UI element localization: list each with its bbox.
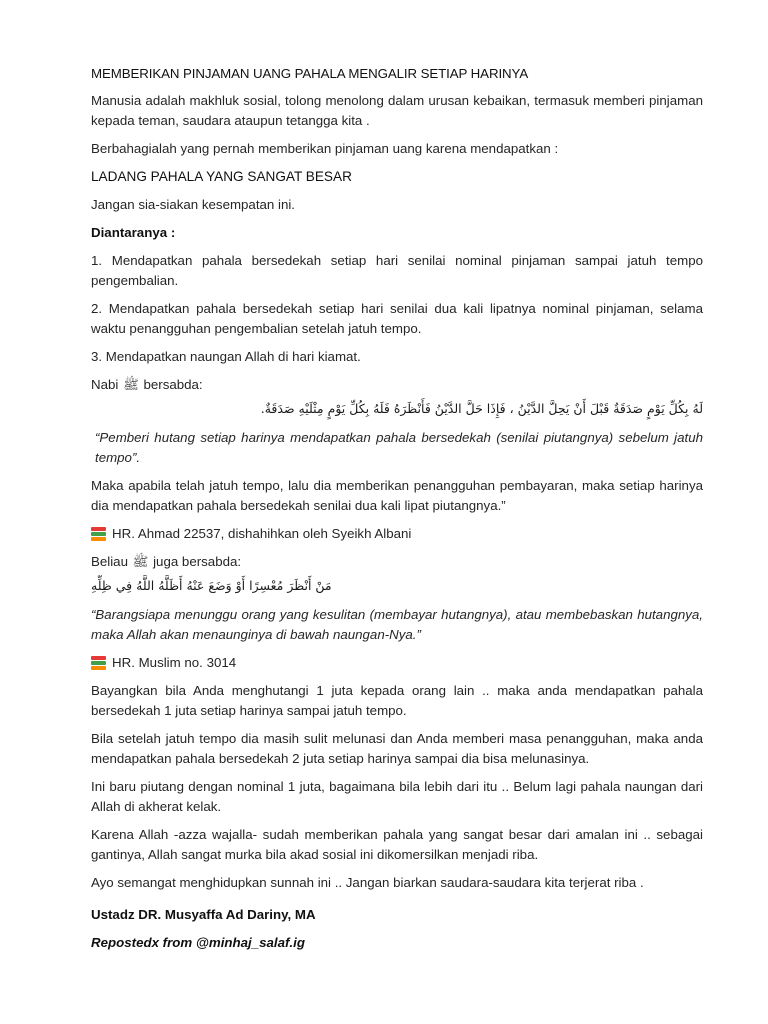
saw-symbol-2: ﷺ bbox=[132, 555, 149, 570]
hadith-2-arabic-text: مَنْ أَنْظَرَ مُعْسِرًا أَوْ وَضَعَ عَنْهُ أَظَلَّهُ اللَّهُ فِي ظِلِّهِ bbox=[91, 578, 332, 593]
point-2: 2. Mendapatkan pahala bersedekah setiap hari senilai dua kali lipatnya nominal pinjaman, selama waktu penangguhan pengembalian setelah jatuh tempo. bbox=[91, 301, 703, 336]
nabi-prefix: Nabi bbox=[91, 377, 119, 392]
hadith-2-translation: “Barangsiapa menunggu orang yang kesulitan (membayar hutangnya), atau membebaskan hutangnya, maka Allah akan menaunginya di bawah naungan-Nya.” bbox=[91, 607, 703, 642]
document-page bbox=[91, 64, 703, 961]
books-icon bbox=[91, 656, 106, 671]
nabi-line bbox=[91, 375, 703, 396]
paragraph-ayo: Ayo semangat menghidupkan sunnah ini .. Jangan biarkan saudara-saudara kita terjerat riba . bbox=[91, 875, 644, 890]
saw-symbol: ﷺ bbox=[123, 378, 139, 393]
ladang-heading: LADANG PAHALA YANG SANGAT BESAR bbox=[91, 169, 352, 184]
beliau-suffix: juga bersabda: bbox=[153, 554, 242, 569]
point-3: 3. Mendapatkan naungan Allah di hari kiamat. bbox=[91, 349, 361, 364]
author-name: Ustadz DR. Musyaffa Ad Dariny, MA bbox=[91, 907, 316, 922]
repost-credit: Repostedx from @minhaj_salaf.ig bbox=[91, 935, 305, 950]
paragraph-ini-baru: Ini baru piutang dengan nominal 1 juta, bagaimana bila lebih dari itu .. Belum lagi pahala naungan dari Allah di akherat kelak. bbox=[91, 779, 703, 814]
reference-2 bbox=[91, 653, 703, 673]
hadith-1-arabic: لَهُ بِكُلِّ يَوْمٍ صَدَقَةٌ قَبْلَ أَنْ يَحِلَّ الدَّيْنُ ، فَإِذَا حَلَّ الدَّيْنُ فَأَنْظَرَهُ فَلَهُ بِكُلِّ يَوْمٍ مِثْلَيْهِ صَدَقَةٌ. bbox=[260, 401, 703, 416]
beliau-line bbox=[91, 552, 703, 573]
paragraph-bayangkan: Bayangkan bila Anda menghutangi 1 juta kepada orang lain .. maka anda mendapatkan pahala bersedekah 1 juta setiap harinya sampai jatuh tempo. bbox=[91, 683, 703, 718]
reference-1-text: HR. Ahmad 22537, dishahihkan oleh Syeikh Albani bbox=[112, 526, 412, 541]
hadith-1-translation: “Pemberi hutang setiap harinya mendapatkan pahala bersedekah (senilai piutangnya) sebelum jatuh tempo”. bbox=[95, 430, 703, 465]
hadith-2-arabic bbox=[91, 575, 703, 597]
document-title: MEMBERIKAN PINJAMAN UANG PAHALA MENGALIR SETIAP HARINYA bbox=[91, 66, 529, 81]
paragraph-karena: Karena Allah -azza wajalla- sudah memberikan pahala yang sangat besar dari amalan ini .. sebagai gantinya, Allah sangat murka bila akad sosial ini dikomersilkan menjadi riba. bbox=[91, 827, 703, 862]
reference-1 bbox=[91, 524, 703, 544]
diantaranya-heading: Diantaranya : bbox=[91, 225, 176, 240]
paragraph-bila: Bila setelah jatuh tempo dia masih sulit melunasi dan Anda memberi masa penangguhan, maka anda mendapatkan pahala bersedekah 2 juta setiap harinya sampai dia bisa melunasinya. bbox=[91, 731, 703, 766]
nabi-suffix: bersabda: bbox=[143, 377, 203, 392]
books-icon bbox=[91, 527, 106, 542]
reference-2-text: HR. Muslim no. 3014 bbox=[112, 655, 237, 670]
hadith-1-continuation: Maka apabila telah jatuh tempo, lalu dia memberikan penangguhan pembayaran, maka setiap harinya dia mendapatkan pahala bersedekah senilai dua kali lipat piutangnya.” bbox=[91, 478, 703, 513]
point-1: 1. Mendapatkan pahala bersedekah setiap hari senilai nominal pinjaman sampai jatuh tempo pengembalian. bbox=[91, 253, 703, 288]
intro-paragraph: Manusia adalah makhluk sosial, tolong menolong dalam urusan kebaikan, termasuk memberi pinjaman kepada teman, saudara ataupun tetangga kita . bbox=[91, 93, 703, 128]
beliau-prefix: Beliau bbox=[91, 554, 128, 569]
happy-paragraph: Berbahagialah yang pernah memberikan pinjaman uang karena mendapatkan : bbox=[91, 141, 559, 156]
jangan-paragraph: Jangan sia-siakan kesempatan ini. bbox=[91, 197, 296, 212]
